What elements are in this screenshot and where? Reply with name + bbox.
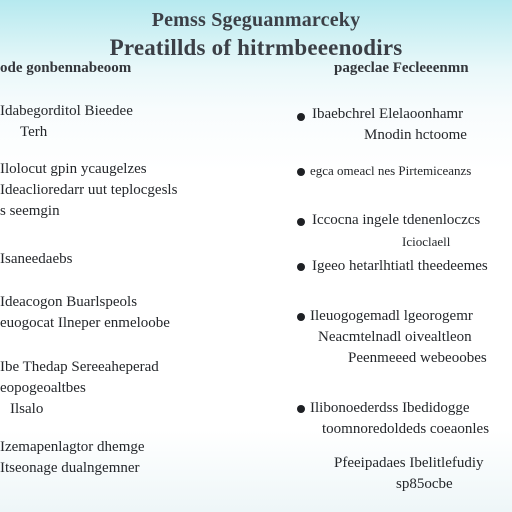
item-text-line: Ilsalo	[10, 401, 44, 417]
item-text-line: euogocat Ilneper enmeloobe	[0, 315, 170, 331]
item-text-line: Mnodin hctoome	[364, 127, 467, 143]
item-text-line: Pfeeipadaes Ibelitlefudiy	[334, 455, 484, 471]
item-text-line: Ibe Thedap Sereeaheperad	[0, 359, 159, 375]
item-text-line: Ideaclioredarr uut teplocgesls	[0, 182, 178, 198]
bullet-icon	[297, 113, 305, 121]
item-text-line: Terh	[20, 124, 48, 140]
item-text-line: egca omeacl nes Pirtemiceanzs	[310, 163, 472, 178]
bullet-icon	[297, 168, 305, 176]
item-text-line: Peenmeeed webeoobes	[348, 350, 487, 366]
item-text-line: Iccocna ingele tdenenloczcs	[312, 212, 481, 228]
item-text-line: Itseonage dualngemner	[0, 460, 140, 476]
right-list-item	[312, 256, 488, 277]
right-list-item	[334, 453, 484, 495]
item-text-line: Isaneedaebs	[0, 251, 73, 267]
item-text-line: Ilolocut gpin ycaugelzes	[0, 161, 147, 177]
page-title-line-2: Preatillds of hitrmbeeenodirs	[109, 35, 403, 60]
right-list-item	[310, 306, 487, 369]
left-column-heading: ode gonbennabeoom	[0, 60, 132, 76]
left-list-item	[0, 159, 177, 222]
left-list-item	[0, 437, 145, 479]
bullet-icon	[297, 313, 305, 321]
item-text-line: Igeeo hetarlhtiatl theedeemes	[312, 258, 488, 274]
right-list-item	[310, 160, 471, 181]
item-text-line: sp85ocbe	[396, 476, 453, 492]
left-list-item	[0, 101, 133, 143]
item-text-line: Ideacogon Buarlspeols	[0, 294, 138, 310]
left-list-item	[0, 292, 170, 334]
page-title-line-1: Pemss Sgeguanmarceky	[151, 9, 361, 31]
item-text-line: Ilibonoederdss Ibedidogge	[310, 400, 470, 416]
bullet-icon	[297, 405, 305, 413]
right-list-item	[310, 398, 489, 440]
item-text-line: toomnoredoldeds coeaonles	[322, 421, 490, 437]
item-text-line: Izemapenlagtor dhemge	[0, 439, 145, 455]
item-text-line: Neacmtelnadl oivealtleon	[318, 329, 472, 345]
right-list-item	[312, 210, 480, 252]
left-list-item	[0, 357, 159, 420]
item-text-line: Icioclaell	[402, 234, 451, 249]
bullet-icon	[297, 218, 305, 226]
right-column-heading: pageclae Fecleeenmn	[334, 60, 469, 76]
item-text-line: Idabegorditol Bieedee	[0, 103, 133, 119]
item-text-line: s seemgin	[0, 203, 60, 219]
bullet-icon	[297, 263, 305, 271]
item-text-line: Ileuogogemadl lgeorogemr	[310, 308, 473, 324]
item-text-line: Ibaebchrel Elelaoonhamr	[312, 106, 464, 122]
right-list-item	[312, 104, 467, 146]
left-list-item	[0, 249, 72, 270]
item-text-line: eopogeoaltbes	[0, 380, 86, 396]
